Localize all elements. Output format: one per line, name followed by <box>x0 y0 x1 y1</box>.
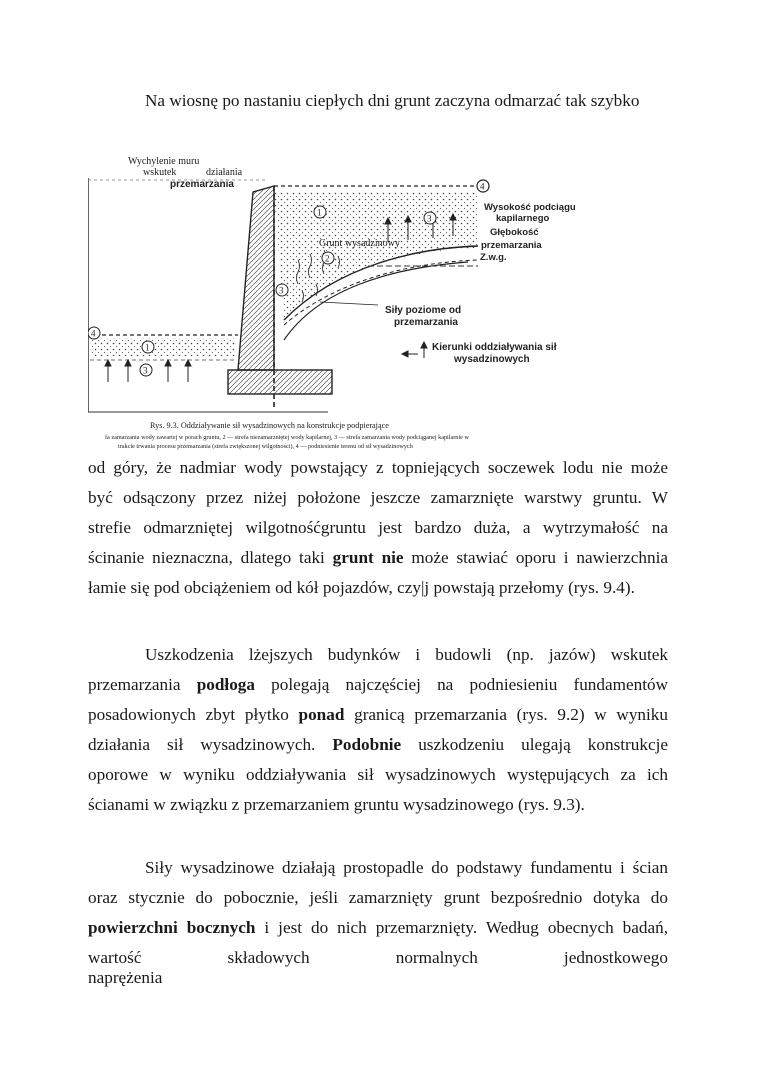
figure-label-wall-2b: działania <box>206 167 243 178</box>
paragraph-2-line-5: oporowe w wyniku oddziaływania sił wysadzinowych występujących za ich <box>88 765 668 784</box>
figure-label-dir-1: Kierunki oddziaływania sił <box>432 342 557 353</box>
paragraph-3-line-3 <box>88 918 668 938</box>
paragraph-2-line-4 <box>88 735 668 755</box>
figure-label-wall-3: przemarzania <box>170 179 234 190</box>
figure-label-capillary: kapilarnego <box>496 213 550 224</box>
forces-pointer <box>320 302 378 305</box>
paragraph-1-line-3: być odsączony przez niżej położone jeszcze zamarznięte warstwy gruntu. W <box>88 488 668 507</box>
direction-legend-icon <box>402 342 427 358</box>
text-span: może stawiać oporu i nawierzchnia <box>403 548 668 567</box>
figure-label-wall-1: Wychylenie muru <box>128 156 200 167</box>
paragraph-1-line-4: strefie odmarzniętej wilgotnośćgruntu jest bardzo duża, a wytrzymałość na <box>88 518 668 537</box>
text-span: uszkodzeniu ulegają konstrukcje <box>401 735 668 754</box>
figure-caption-note-2: trakcie trwania procesu przemarzania (strefa zwiększonej wilgotności), 4 — podniesienie terenu od sił wysadzinowych <box>118 443 413 450</box>
marker-3-right-text: 3 <box>427 213 432 224</box>
marker-4-left-text: 4 <box>91 328 96 339</box>
left-frozen-layer <box>90 338 236 356</box>
marker-4-right-text: 4 <box>480 181 485 192</box>
figure-label-forces-1: Siły poziome od <box>385 305 462 316</box>
marker-2-text: 2 <box>325 253 330 264</box>
figure-label-dir-2: wysadzinowych <box>454 354 530 365</box>
figure-label-soil: Grunt wysadzinowy <box>319 238 400 249</box>
figure-label-wall-2a: wskutek <box>143 167 177 178</box>
figure-label-zwg: Z.w.g. <box>480 252 507 263</box>
paragraph-1-line-2: od góry, że nadmiar wody powstający z topniejących soczewek lodu nie może <box>88 458 668 477</box>
paragraph-1-line-1: Na wiosnę po nastaniu ciepłych dni grunt zaczyna odmarzać tak szybko <box>145 91 640 110</box>
wall-footing <box>228 370 332 394</box>
marker-3-left-text: 3 <box>143 365 148 376</box>
figure-label-frost: przemarzania <box>481 240 542 251</box>
paragraph-2-line-1: Uszkodzenia lżejszych budynków i budowli (np. jazów) wskutek <box>145 645 668 664</box>
text-span: polegają najczęściej na podniesieniu fundamentów <box>255 675 668 694</box>
marker-1-right-text: 1 <box>317 207 322 218</box>
text-span: przemarzania <box>88 675 197 694</box>
bold-text: podłoga <box>196 675 255 694</box>
figure-label-forces-2: przemarzania <box>394 317 458 328</box>
paragraph-1-line-6: łamie się pod obciążeniem od kół pojazdów, czy|j powstają przełomy (rys. 9.4). <box>88 578 635 597</box>
text-span: i jest do nich przemarznięty. Według obecnych badań, <box>255 918 668 937</box>
marker-1-left-text: 1 <box>145 342 150 353</box>
figure-caption-title: Rys. 9.3. Oddziaływanie sił wysadzinowych na konstrukcje podpierające <box>150 421 389 430</box>
bold-text: powierzchni bocznych <box>88 918 256 937</box>
paragraph-1-line-5 <box>88 548 668 568</box>
frozen-soil-zone <box>274 192 478 320</box>
paragraph-2-line-6: ścianami w związku z przemarzaniem gruntu wysadzinowego (rys. 9.3). <box>88 795 585 814</box>
figure-label-height: Wysokość podciągu <box>484 202 576 213</box>
paragraph-2-line-3 <box>88 705 668 725</box>
paragraph-2-line-2 <box>88 675 668 695</box>
paragraph-3-line-4: wartość składowych normalnych jednostkowego naprężenia <box>88 948 668 987</box>
figure-label-depth: Głębokość <box>490 227 539 238</box>
text-span: działania sił wysadzinowych. <box>88 735 333 754</box>
bold-text: Podobnie <box>332 735 402 754</box>
bold-text: ponad <box>298 705 345 724</box>
figure-caption-note-1: fa zamarzania wody zawartej w porach gruntu, 2 — strefa niezamarzniętej wody kapilarnej, 3 — strefa zamarzania wody podciąganej kapilarnie w <box>105 434 469 441</box>
bold-text: grunt nie <box>332 548 404 567</box>
marker-3-wall-text: 3 <box>279 285 284 296</box>
retaining-wall <box>238 186 274 370</box>
paragraph-3-line-1: Siły wysadzinowe działają prostopadle do podstawy fundamentu i ścian <box>145 858 668 877</box>
text-span: posadowionych zbyt płytko <box>88 705 299 724</box>
text-span: granicą przemarzania (rys. 9.2) w wyniku <box>344 705 668 724</box>
retaining-wall-frost-diagram <box>88 150 588 415</box>
text-span: ścinanie nieznaczna, dlatego taki <box>88 548 333 567</box>
paragraph-3-line-2: oraz stycznie do pobocznie, jeśli zamarznięty grunt bezpośrednio dotyka do <box>88 888 668 907</box>
